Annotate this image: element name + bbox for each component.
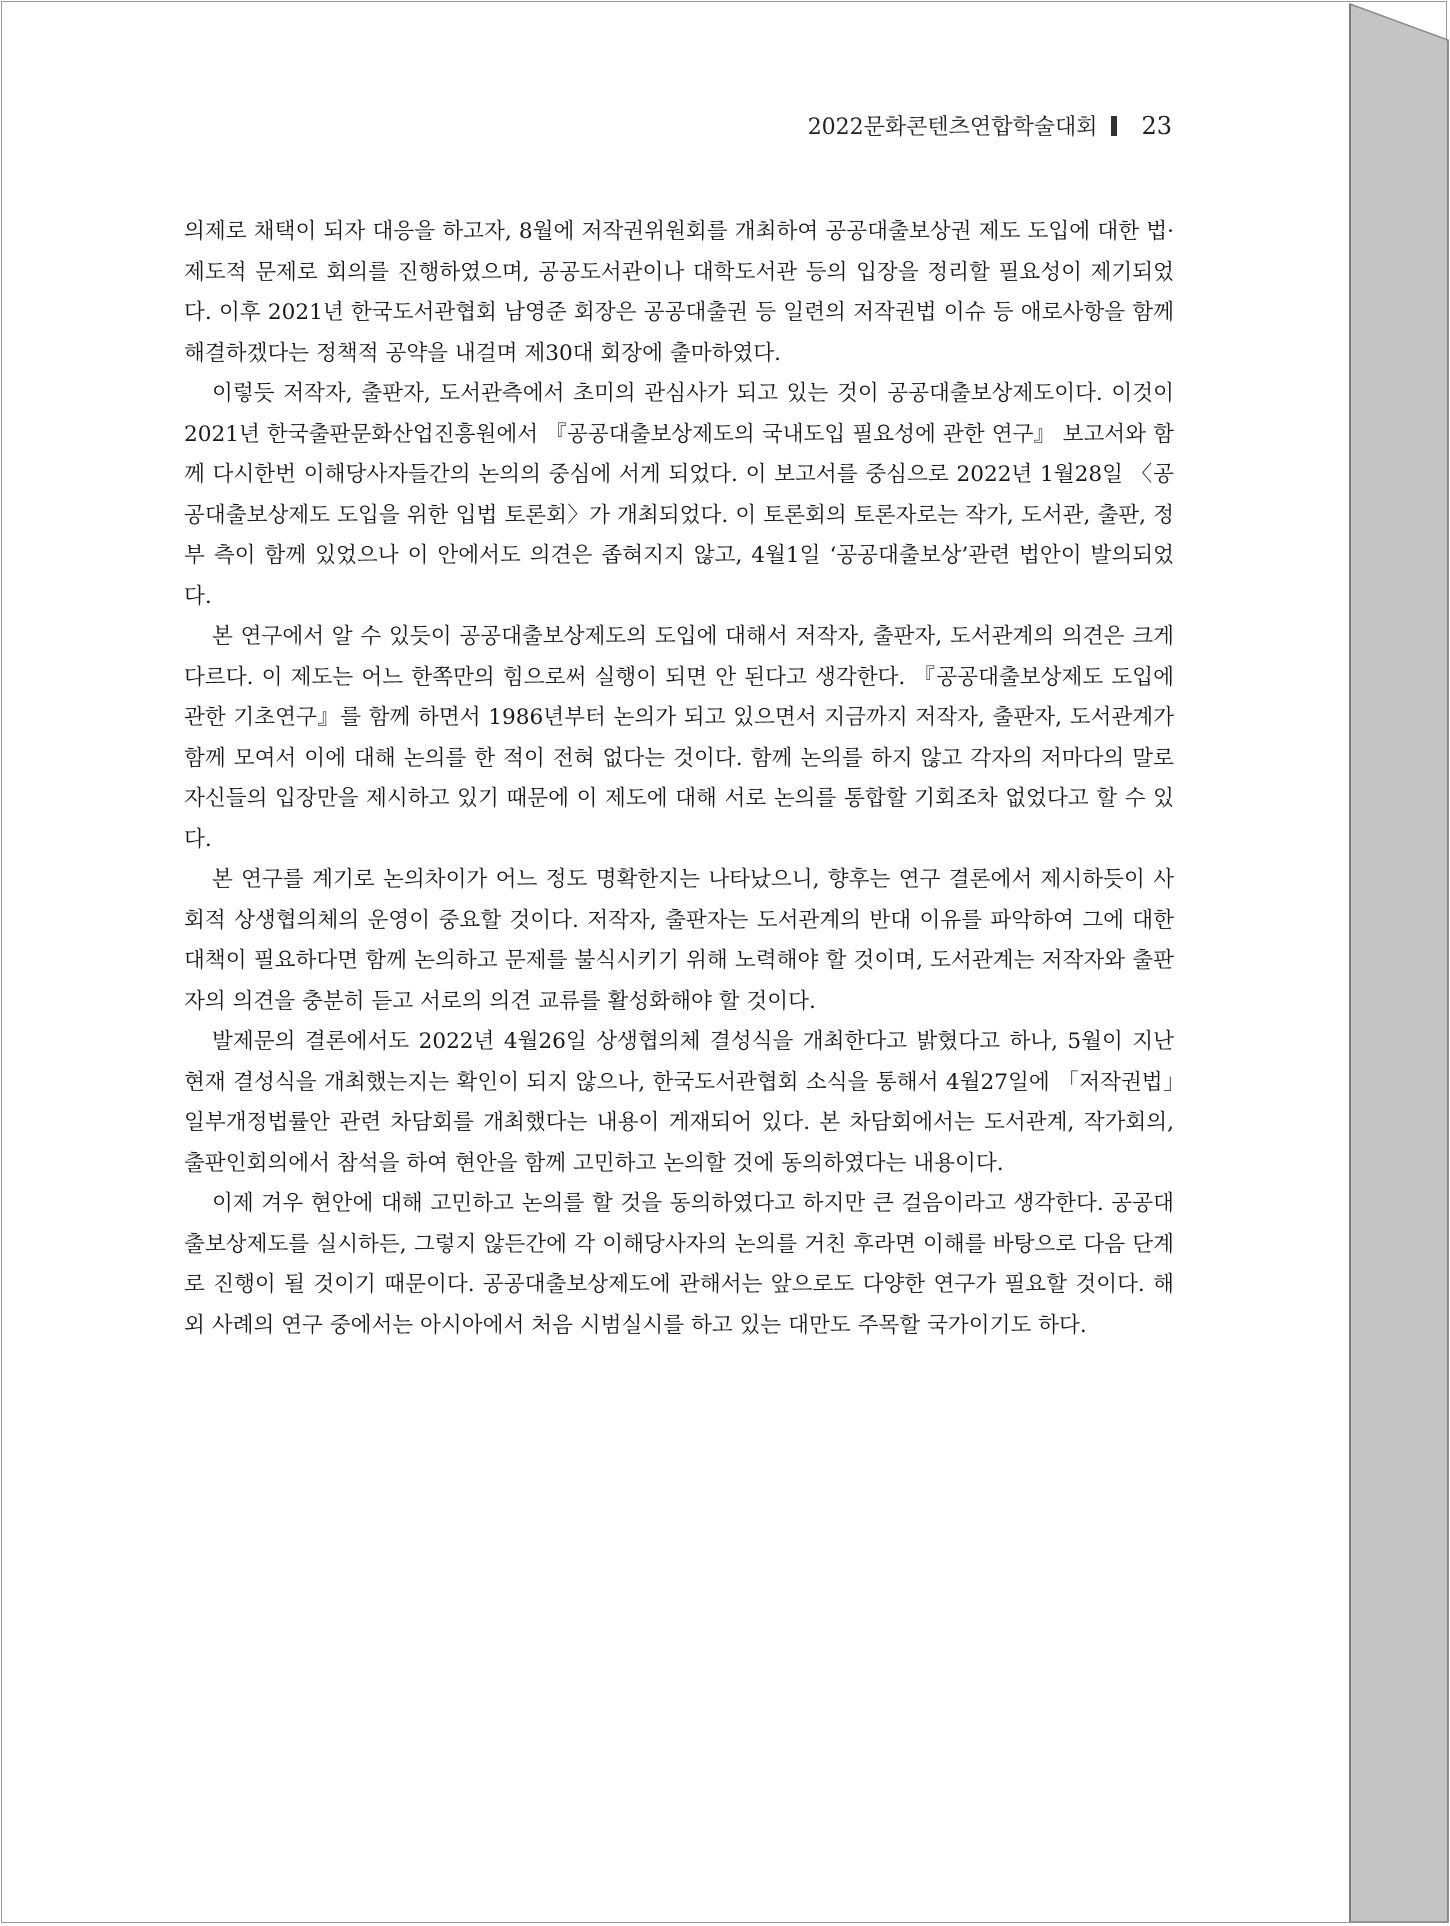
paragraph: 이제 겨우 현안에 대해 고민하고 논의를 할 것을 동의하였다고 하지만 큰 걸음이라고 생각한다. 공공대출보상제도를 실시하든, 그렇지 않든간에 각 이해당사자의 논의를 거친 후라면 이해를 바탕으로 다음 단계로 진행이 될 것이기 때문이다. 공공대출보상제도에 관해서는 앞으로도 다양한 연구가 필요할 것이다. 해외 사례의 연구 중에서는 아시아에서 처음 시범실시를 하고 있는 대만도 주목할 국가이기도 하다. — [184, 1191, 1174, 1338]
running-header — [808, 110, 1172, 141]
paragraph: 이렇듯 저작자, 출판자, 도서관측에서 초미의 관심사가 되고 있는 것이 공공대출보상제도이다. 이것이 2021년 한국출판문화산업진흥원에서 『공공대출보상제도의 국내도입 필요성에 관한 연구』 보고서와 함께 다시한번 이해당사자들간의 논의의 중심에 서게 되었다. 이 보고서를 중심으로 2022년 1월28일 〈공공대출보상제도 도입을 위한 입법 토론회〉가 개최되었다. 이 토론회의 토론자로는 작가, 도서관, 출판, 정부 측이 함께 있었으나 이 안에서도 의견은 좁혀지지 않고, 4월1일 ‘공공대출보상’관련 법안이 발의되었다. — [184, 381, 1174, 609]
paragraph: 본 연구에서 알 수 있듯이 공공대출보상제도의 도입에 대해서 저작자, 출판자, 도서관계의 의견은 크게 다르다. 이 제도는 어느 한쪽만의 힘으로써 실행이 되면 안 된다고 생각한다. 『공공대출보상제도 도입에 관한 기초연구』를 함께 하면서 1986년부터 논의가 되고 있으면서 지금까지 저작자, 출판자, 도서관계가 함께 모여서 이에 대해 논의를 한 적이 전혀 없다는 것이다. 함께 논의를 하지 않고 각자의 저마다의 말로 자신들의 입장만을 제시하고 있기 때문에 이 제도에 대해 서로 논의를 통합할 기회조차 없었다고 할 수 있다. — [184, 624, 1174, 852]
page-number: 23 — [1141, 112, 1172, 140]
paragraph: 본 연구를 계기로 논의차이가 어느 정도 명확한지는 나타났으니, 향후는 연구 결론에서 제시하듯이 사회적 상생협의체의 운영이 중요할 것이다. 저작자, 출판자는 도서관계의 반대 이유를 파악하여 그에 대한 대책이 필요하다면 함께 논의하고 문제를 불식시키기 위해 노력해야 할 것이며, 도서관계는 저작자와 출판자의 의견을 충분히 듣고 서로의 의견 교류를 활성화해야 할 것이다. — [184, 867, 1174, 1014]
header-separator — [1111, 116, 1117, 136]
paragraph: 발제문의 결론에서도 2022년 4월26일 상생협의체 결성식을 개최한다고 밝혔다고 하나, 5월이 지난 현재 결성식을 개최했는지는 확인이 되지 않으나, 한국도서관협회 소식을 통해서 4월27일에 「저작권법」일부개정법률안 관련 차담회를 개최했다는 내용이 게재되어 있다. 본 차담회에서는 도서관계, 작가회의, 출판인회의에서 참석을 하여 현안을 함께 고민하고 논의할 것에 동의하였다는 내용이다. — [184, 1029, 1175, 1176]
header-title: 2022문화콘텐츠연합학술대회 — [807, 115, 1098, 140]
paragraph: 의제로 채택이 되자 대응을 하고자, 8월에 저작권위원회를 개최하여 공공대출보상권 제도 도입에 대한 법·제도적 문제로 회의를 진행하였으며, 공공도서관이나 대학도서관 등의 입장을 정리할 필요성이 제기되었다. 이후 2021년 한국도서관협회 남영준 회장은 공공대출권 등 일련의 저작권법 이슈 등 애로사항을 함께 해결하겠다는 정책적 공약을 내걸며 제30대 회장에 출마하였다. — [184, 219, 1174, 366]
body-text — [184, 212, 1174, 1346]
